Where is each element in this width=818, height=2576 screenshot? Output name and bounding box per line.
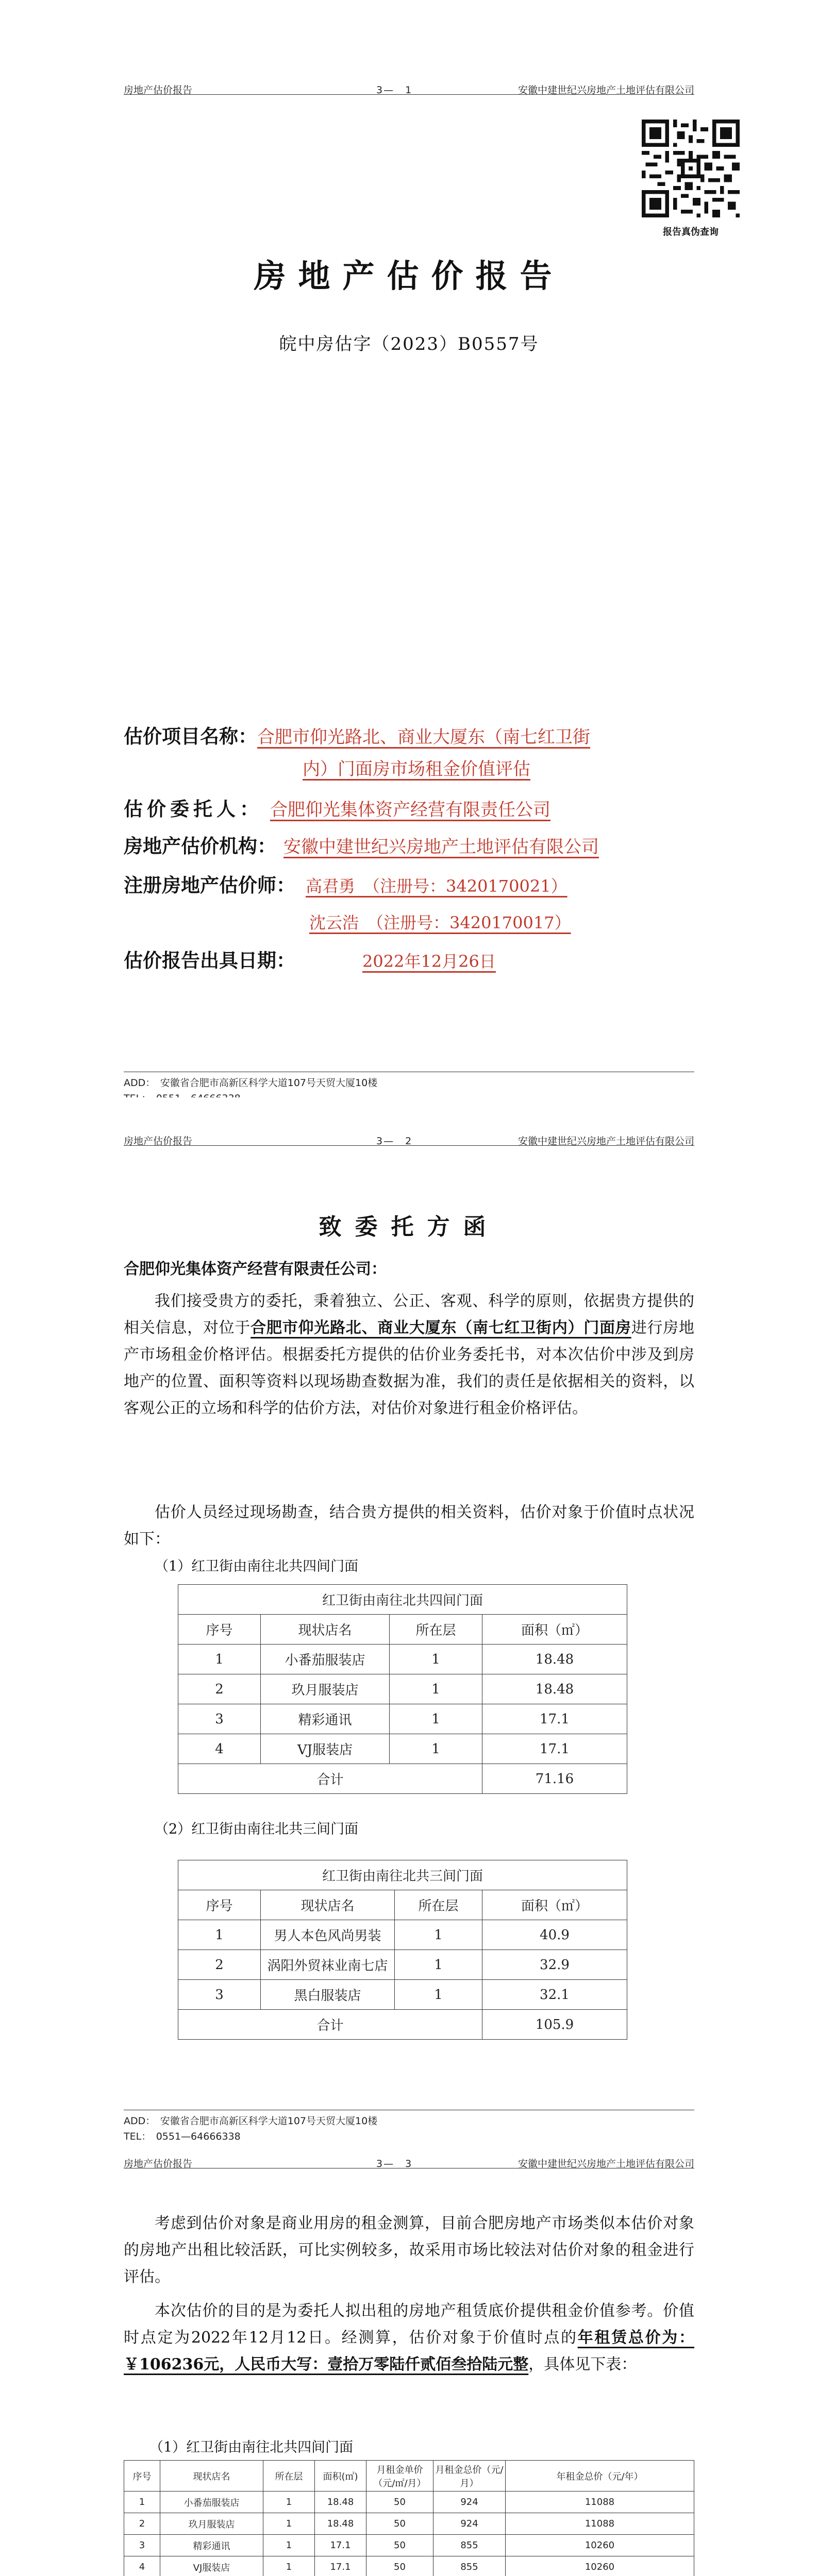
cell: 小番茄服装店: [261, 1645, 390, 1674]
header-company: 安徽中建世纪兴房地产土地评估有限公司: [517, 84, 694, 96]
cell: 3: [178, 1704, 261, 1734]
cell: 1: [263, 2556, 315, 2576]
table-row: [178, 1645, 627, 1674]
cell: 924: [433, 2513, 506, 2535]
cover-label: 估价项目名称：: [124, 725, 257, 748]
header-company: 安徽中建世纪兴房地产土地评估有限公司: [517, 1136, 694, 1147]
cell: 2: [178, 1950, 261, 1980]
cover-appraiser-1: [124, 873, 567, 899]
cover-value: 内）门面房市场租金价值评估: [303, 759, 530, 779]
col-header: 面积（㎡）: [482, 1615, 627, 1645]
table-row: [178, 1950, 627, 1980]
letter-title: 致委托方函: [319, 1214, 499, 1240]
section-heading: （1）红卫街由南往北共四间门面: [149, 2439, 354, 2455]
report-title: 房地产估价报告: [254, 257, 564, 295]
cell: VJ服装店: [261, 1734, 390, 1764]
cell: 2: [178, 1674, 261, 1704]
cell: 合计: [178, 2010, 482, 2040]
cell: 17.1: [482, 1734, 627, 1764]
cell: 1: [390, 1734, 482, 1764]
page-header: [124, 1133, 694, 1146]
col-header: 序号: [178, 1890, 261, 1920]
section-heading: （1）红卫街由南往北共四间门面: [155, 1558, 359, 1574]
cell: 17.1: [315, 2535, 366, 2556]
cell: 1: [390, 1674, 482, 1704]
cell: 40.9: [482, 1920, 627, 1950]
header-company: 安徽中建世纪兴房地产土地评估有限公司: [517, 2158, 694, 2170]
qr-caption: 报告真伪查询: [663, 227, 719, 238]
cover-label: 估价报告出具日期：: [124, 949, 295, 972]
cell: 精彩通讯: [160, 2535, 263, 2556]
qr-code-icon[interactable]: [642, 120, 740, 217]
cell: 50: [366, 2535, 433, 2556]
col-header: 所在层: [395, 1890, 482, 1920]
header-page-number: 3— 3: [376, 2158, 413, 2170]
header-page-number: 3— 2: [376, 1136, 413, 1147]
cell: 11088: [506, 2513, 694, 2535]
cover-label: 注册房地产估价师：: [124, 874, 295, 896]
cell: 2: [124, 2513, 160, 2535]
cell: 1: [395, 1920, 482, 1950]
cell: 3: [178, 1980, 261, 2010]
cell: 涡阳外贸袜业南七店: [261, 1950, 395, 1980]
text: 我们接受贵方的委托，秉着独立、公正、客观、科学的原则，依据贵方提供的相关信息，对位于: [124, 1292, 694, 1337]
cell: 1: [263, 2513, 315, 2535]
cell: 4: [178, 1734, 261, 1764]
property-address: 合肥市仰光路北、商业大厦东（南七红卫街内）门面房: [251, 1319, 631, 1337]
cell: 4: [124, 2556, 160, 2576]
footer-address: ADD： 安徽省合肥市高新区科学大道107号天贸大厦10楼: [124, 2115, 378, 2127]
cover-issue-date: [124, 948, 496, 974]
col-header: 现状店名: [261, 1890, 395, 1920]
cover-agency: [124, 834, 599, 859]
cell: 18.48: [482, 1674, 627, 1704]
cover-page: [0, 0, 818, 1097]
cell: 1: [178, 1920, 261, 1950]
cell: 精彩通讯: [261, 1704, 390, 1734]
cell: 18.48: [482, 1645, 627, 1674]
cover-label: 房地产估价机构：: [124, 835, 276, 857]
cover-value: 沈云浩 （注册号：3420170017）: [309, 913, 571, 933]
cell: 黑白服装店: [261, 1980, 395, 2010]
page-header: [124, 2156, 694, 2168]
cell: 855: [433, 2535, 506, 2556]
cell: 合计: [178, 1764, 482, 1794]
cell: 1: [178, 1645, 261, 1674]
letter-paragraph-4: [124, 2298, 694, 2378]
col-header: 月租金单价（元/㎡/月）: [366, 2461, 433, 2492]
footer-tel: TEL： 0551—64666338: [124, 2131, 241, 2142]
col-header: 所在层: [390, 1615, 482, 1645]
col-header: 序号: [178, 1615, 261, 1645]
col-header: 现状店名: [261, 1615, 390, 1645]
cell: 10260: [506, 2556, 694, 2576]
text: 本次估价的目的是为委托人拟出租的房地产租赁底价提供租金价值参考。价值时点定为2022年12月12日。经测算，估价对象于价值时点的: [124, 2302, 694, 2347]
cover-project-name-cont: [303, 756, 530, 782]
col-header: 年租金总价（元/年）: [506, 2461, 694, 2492]
header-page-number: 3— 1: [376, 84, 413, 96]
table-row: [124, 2556, 694, 2576]
cell: 1: [124, 2492, 160, 2513]
section-heading: （2）红卫街由南往北共三间门面: [155, 1821, 359, 1837]
cover-project-name: [124, 724, 590, 750]
page-header: [124, 82, 694, 95]
cell: 1: [395, 1950, 482, 1980]
cell: 10260: [506, 2535, 694, 2556]
cell: 32.9: [482, 1950, 627, 1980]
header-left: 房地产估价报告: [124, 1136, 193, 1147]
table-row: [178, 1734, 627, 1764]
cover-appraiser-2: [309, 910, 571, 935]
footer-address: ADD： 安徽省合肥市高新区科学大道107号天贸大厦10楼: [124, 1077, 378, 1089]
table-row: [124, 2513, 694, 2535]
text: 进行房地产市场租金价格评估。根据委托方提供的估价业务委托书，对本次估价中涉及到房地产的位置、面积等资料以现场勘查数据为准，我们的责任是依据相关的资料，以客观公正的立场和科学的估价方法，对估价对象进行租金价格评估。: [124, 1319, 695, 1417]
cover-client: [124, 796, 550, 822]
table-row: [178, 1920, 627, 1950]
shop-table-2: [178, 1860, 627, 2040]
cell: 玖月服装店: [160, 2513, 263, 2535]
col-header: 面积（㎡）: [482, 1890, 627, 1920]
cell: 50: [366, 2556, 433, 2576]
letter-paragraph-1: [124, 1288, 694, 1422]
rent-table-1: [124, 2460, 694, 2576]
cell: 32.1: [482, 1980, 627, 2010]
cell: 男人本色风尚男装: [261, 1920, 395, 1950]
col-header: 月租金总价（元/月）: [433, 2461, 506, 2492]
cell: 11088: [506, 2492, 694, 2513]
cell: 924: [433, 2492, 506, 2513]
letter-paragraph-2: 估价人员经过现场勘查，结合贵方提供的相关资料，估价对象于价值时点状况如下：: [124, 1503, 694, 1548]
cell: 50: [366, 2513, 433, 2535]
shop-table-1: [178, 1584, 627, 1794]
cell: 17.1: [315, 2556, 366, 2576]
cell: 1: [390, 1645, 482, 1674]
cell: 18.48: [315, 2513, 366, 2535]
cell: 1: [263, 2492, 315, 2513]
total-rent-value: 年租赁总价为：￥106236元，人民币大写：壹拾万零陆仟贰佰叁拾陆元整: [124, 2329, 695, 2374]
text: ，具体见下表：: [528, 2355, 637, 2374]
col-header: 所在层: [263, 2461, 315, 2492]
table-row: [178, 1704, 627, 1734]
cover-value: 合肥仰光集体资产经营有限责任公司: [270, 800, 550, 820]
cover-value: 安徽中建世纪兴房地产土地评估有限公司: [283, 837, 599, 857]
cell: 3: [124, 2535, 160, 2556]
cell: 18.48: [315, 2492, 366, 2513]
cell: 855: [433, 2556, 506, 2576]
table-total-row: [178, 2010, 627, 2040]
cover-value: 2022年12月26日: [362, 952, 496, 971]
cell: 17.1: [482, 1704, 627, 1734]
letter-recipient: 合肥仰光集体资产经营有限责任公司：: [124, 1260, 387, 1278]
cell: 71.16: [482, 1764, 627, 1794]
table-row: [178, 1674, 627, 1704]
cell: VJ服装店: [160, 2556, 263, 2576]
cover-label: 估价委托人：: [124, 798, 263, 820]
header-left: 房地产估价报告: [124, 84, 193, 96]
table-row: [124, 2535, 694, 2556]
cover-value: 合肥市仰光路北、商业大厦东（南七红卫街: [257, 727, 590, 748]
col-header: 现状店名: [160, 2461, 263, 2492]
table-caption: 红卫街由南往北共四间门面: [178, 1585, 627, 1615]
report-number: 皖中房估字（2023）B0557号: [279, 334, 539, 354]
table-row: [178, 1980, 627, 2010]
cell: 玖月服装店: [261, 1674, 390, 1704]
table-caption: 红卫街由南往北共三间门面: [178, 1860, 627, 1890]
cell: 1: [263, 2535, 315, 2556]
page-footer: [124, 2110, 694, 2144]
cell: 小番茄服装店: [160, 2492, 263, 2513]
cell: 1: [390, 1704, 482, 1734]
table-total-row: [178, 1764, 627, 1794]
cell: 50: [366, 2492, 433, 2513]
col-header: 序号: [124, 2461, 160, 2492]
cell: 1: [395, 1980, 482, 2010]
table-row: [124, 2492, 694, 2513]
cell: 105.9: [482, 2010, 627, 2040]
letter-paragraph-3: 考虑到估价对象是商业用房的租金测算，目前合肥房地产市场类似本估价对象的房地产出租比较活跃，可比实例较多，故采用市场比较法对估价对象的租金进行评估。: [124, 2214, 694, 2286]
cover-value: 高君勇 （注册号：3420170021）: [306, 876, 567, 896]
header-left: 房地产估价报告: [124, 2158, 193, 2170]
col-header: 面积(㎡): [315, 2461, 366, 2492]
